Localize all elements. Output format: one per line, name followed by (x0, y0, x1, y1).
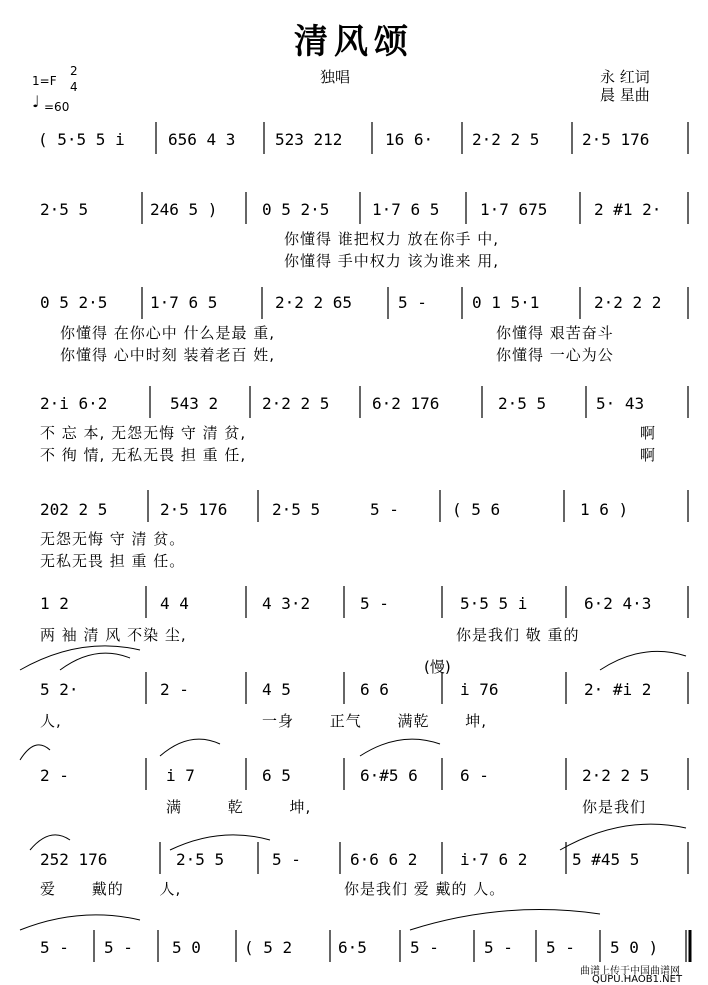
system-5-lyrics-1: 无怨无悔 守 清 贫。 (40, 530, 186, 548)
system-10-bar-9: 5 0 ) (610, 938, 659, 957)
system-4-lyrics-2b: 啊 (640, 446, 657, 464)
slur (170, 835, 270, 850)
system-10-bar-8: 5 - (546, 938, 575, 957)
system-8-bar-3: 6 5 (262, 766, 291, 785)
system-4-bar-3: 2·2 2 5 (262, 394, 330, 413)
slur (160, 739, 220, 756)
system-10-bar-5: 6·5 (338, 938, 367, 957)
system-3-lyrics-1b: 你懂得 艰苦奋斗 (496, 324, 614, 342)
system-5-bar-2: 2·5 176 (160, 500, 228, 519)
system-7-lyrics-1a: 人, (40, 712, 62, 730)
watermark-line-2: QUPU.HAOB1.NET (592, 974, 683, 985)
system-6-bar-3: 4 3·2 (262, 594, 311, 613)
system-4-lyrics-1a: 不 忘 本, 无怨无悔 守 清 贫, (40, 424, 247, 442)
system-8-bar-2: i 7 (166, 766, 195, 785)
system-3-lyrics-2b: 你懂得 一心为公 (496, 346, 614, 364)
system-7-bar-3: 4 5 (262, 680, 291, 699)
song-title: 清风颂 (294, 22, 414, 62)
system-7-lyrics-1b: 一身 正气 满乾 坤, (262, 712, 488, 730)
system-7-bar-6: 2· #i 2 (584, 680, 652, 699)
slur (600, 651, 686, 670)
system-3-lyrics-1a: 你懂得 在你心中 什么是最 重, (60, 324, 276, 342)
system-10-bar-6: 5 - (410, 938, 439, 957)
tempo: =60 (44, 100, 70, 114)
system-9-bar-4: 6·6 6 2 (350, 850, 418, 869)
tempo-marking-slow: (慢) (424, 658, 451, 676)
system-10-bar-3: 5 0 (172, 938, 201, 957)
system-7-bar-5: i 76 (460, 680, 499, 699)
slur (30, 835, 70, 850)
system-8-bar-1: 2 - (40, 766, 69, 785)
system-8-bar-5: 6 - (460, 766, 489, 785)
system-5-bar-3: 2·5 5 (272, 500, 321, 519)
system-3-bar-1: 0 5 2·5 (40, 293, 108, 312)
slur (360, 739, 440, 756)
system-3-bar-4: 5 - (398, 293, 427, 312)
slur (560, 824, 686, 850)
system-3-bar-5: 0 1 5·1 (472, 293, 540, 312)
system-5-bar-6: 1 6 ) (580, 500, 629, 519)
system-3-bar-2: 1·7 6 5 (150, 293, 218, 312)
system-2-bar-1: 2·5 5 (40, 200, 89, 219)
system-8-lyrics-1b: 你是我们 (582, 798, 647, 816)
system-2-lyrics-1: 你懂得 谁把权力 放在你手 中, (284, 230, 500, 248)
system-10-bar-1: 5 - (40, 938, 69, 957)
system-4-bar-1: 2·i 6·2 (40, 394, 108, 413)
slur (410, 910, 600, 930)
system-2-bar-6: 2 #1 2· (594, 200, 662, 219)
system-10-bar-2: 5 - (104, 938, 133, 957)
system-1-bar-1: ( 5·5 5 i (38, 130, 125, 149)
system-4-lyrics-1b: 啊 (640, 424, 657, 442)
system-7-bar-1: 5 2· (40, 680, 79, 699)
system-8-bar-4: 6·#5 6 (360, 766, 418, 785)
system-3-lyrics-2a: 你懂得 心中时刻 装着老百 姓, (60, 346, 276, 364)
system-1-bar-4: 16 6· (385, 130, 434, 149)
system-6-lyrics-1b: 你是我们 敬 重的 (456, 626, 580, 644)
system-4-lyrics-2a: 不 徇 情, 无私无畏 担 重 任, (40, 446, 247, 464)
system-7-bar-4: 6 6 (360, 680, 389, 699)
system-10-bar-7: 5 - (484, 938, 513, 957)
key-signature: 1=F (32, 74, 57, 88)
system-8-bar-6: 2·2 2 5 (582, 766, 650, 785)
lyricist: 永 红词 (600, 68, 650, 86)
watermark-line-1: 曲谱上传于中国曲谱网 (580, 966, 680, 977)
system-9-lyrics-1a: 爱 戴的 人, (40, 880, 182, 898)
system-9-bar-3: 5 - (272, 850, 301, 869)
system-4-bar-5: 2·5 5 (498, 394, 547, 413)
system-10-bar-4: ( 5 2 (244, 938, 293, 957)
system-4-bar-4: 6·2 176 (372, 394, 440, 413)
system-4-bar-2: 543 2 (170, 394, 219, 413)
system-3-bar-3: 2·2 2 65 (275, 293, 353, 312)
system-2-bar-4: 1·7 6 5 (372, 200, 440, 219)
system-1-bar-3: 523 212 (275, 130, 343, 149)
system-2-bar-2: 246 5 ) (150, 200, 218, 219)
quarter-note-icon: ♩ (32, 92, 40, 111)
system-6-bar-4: 5 - (360, 594, 389, 613)
system-5-bar-4: 5 - (370, 500, 399, 519)
system-6-bar-2: 4 4 (160, 594, 189, 613)
system-9-lyrics-1b: 你是我们 爱 戴的 人。 (344, 880, 506, 898)
slur (20, 745, 50, 760)
system-9-bar-1: 252 176 (40, 850, 108, 869)
time-signature-top: 2 (70, 64, 78, 78)
system-1-bar-6: 2·5 176 (582, 130, 650, 149)
time-signature-bottom: 4 (70, 80, 78, 94)
system-3-bar-6: 2·2 2 2 (594, 293, 662, 312)
slur (60, 653, 130, 670)
system-6-lyrics-1a: 两 袖 清 风 不染 尘, (40, 626, 187, 644)
system-6-bar-5: 5·5 5 i (460, 594, 528, 613)
system-4-bar-6: 5· 43 (596, 394, 645, 413)
system-5-lyrics-2: 无私无畏 担 重 任。 (40, 552, 186, 570)
performance-type: 独唱 (320, 68, 351, 86)
system-8-lyrics-1a: 满 乾 坤, (166, 798, 312, 816)
system-6-bar-1: 1 2 (40, 594, 69, 613)
system-2-lyrics-2: 你懂得 手中权力 该为谁来 用, (284, 252, 500, 270)
system-1-bar-5: 2·2 2 5 (472, 130, 540, 149)
slur (20, 915, 140, 930)
system-9-bar-2: 2·5 5 (176, 850, 225, 869)
system-5-bar-1: 202 2 5 (40, 500, 108, 519)
system-7-bar-2: 2 - (160, 680, 189, 699)
system-9-bar-6: 5 #45 5 (572, 850, 640, 869)
system-2-bar-5: 1·7 675 (480, 200, 548, 219)
system-2-bar-3: 0 5 2·5 (262, 200, 330, 219)
system-5-bar-5: ( 5 6 (452, 500, 501, 519)
composer: 晨 星曲 (600, 86, 650, 104)
system-1-bar-2: 656 4 3 (168, 130, 236, 149)
system-9-bar-5: i·7 6 2 (460, 850, 528, 869)
system-6-bar-6: 6·2 4·3 (584, 594, 652, 613)
